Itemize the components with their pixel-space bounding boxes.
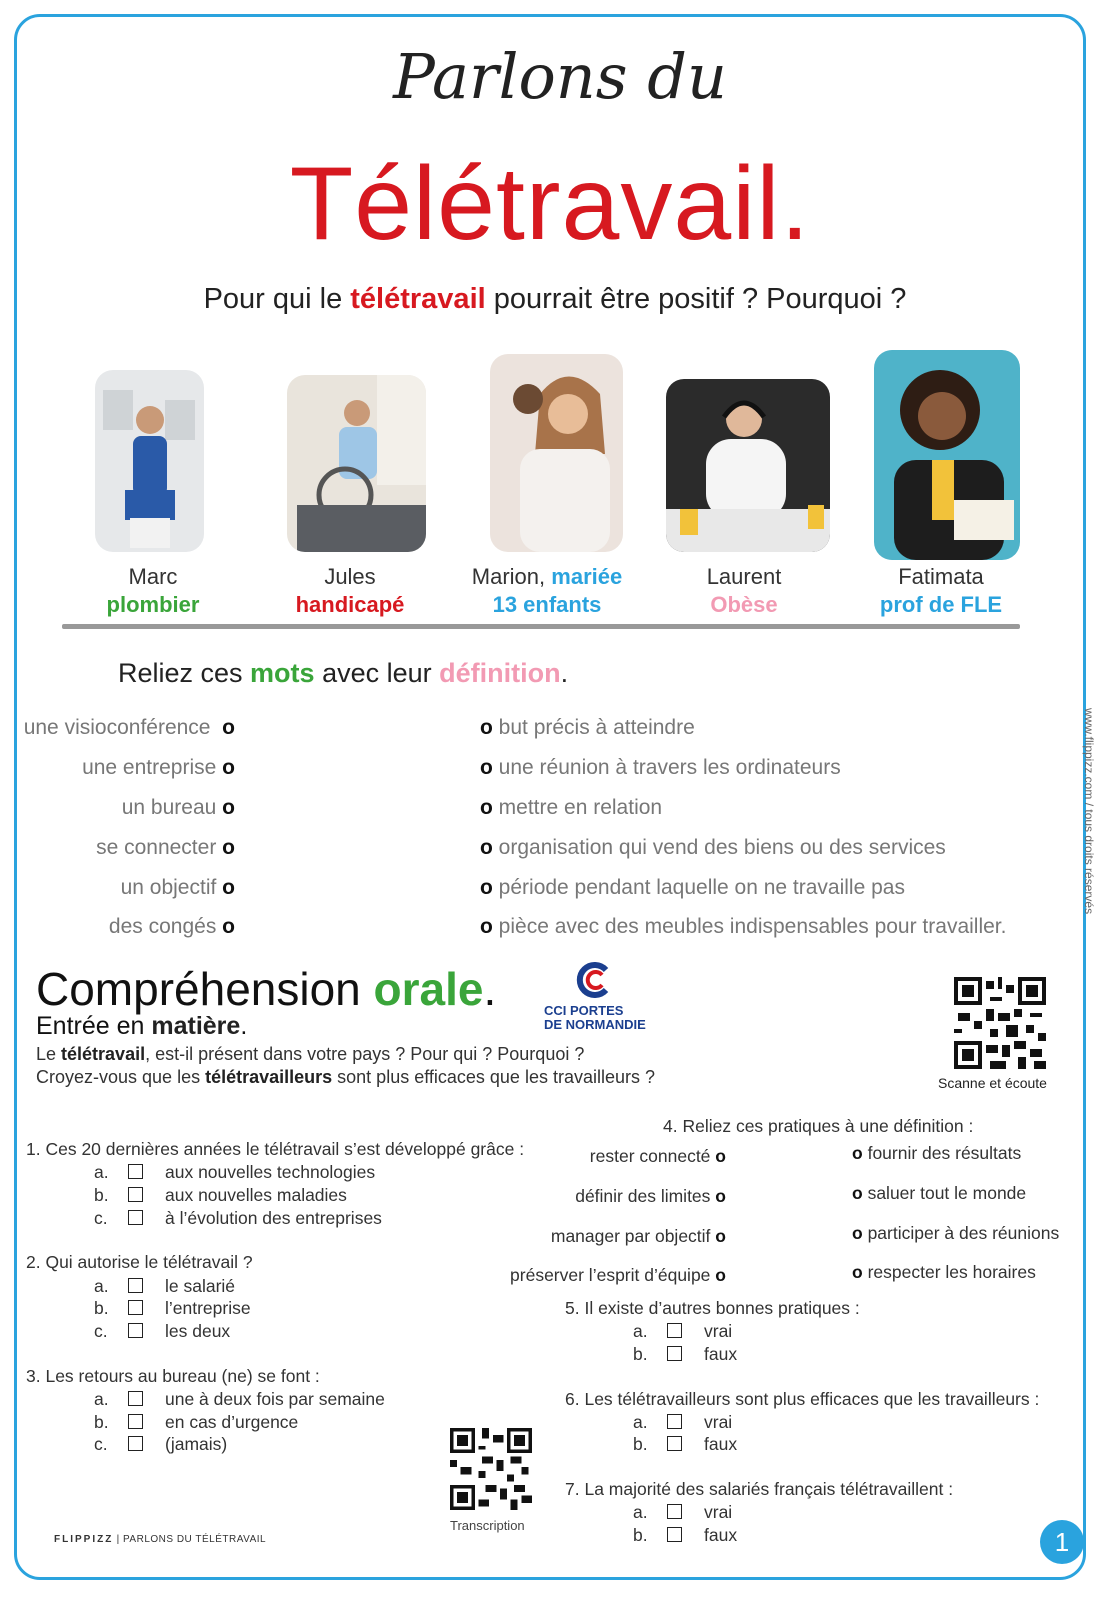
section-divider [62, 624, 1020, 629]
person-desc-jules: handicapé [295, 592, 405, 617]
checkbox[interactable] [128, 1323, 143, 1338]
definition-label: une réunion à travers les ordinateurs [498, 756, 841, 779]
q3-option-c[interactable] [94, 1434, 227, 1455]
match-right-item[interactable] [480, 915, 1006, 939]
checkbox[interactable] [667, 1346, 682, 1361]
photo-fatimata [874, 350, 1020, 560]
word-label: une visioconférence [23, 716, 211, 739]
q2-option-c[interactable] [94, 1321, 230, 1342]
match-left-item[interactable] [24, 716, 235, 740]
person-desc-marc: plombier [106, 592, 200, 617]
match-right-item[interactable] [480, 716, 695, 740]
practice-left-item[interactable] [590, 1146, 726, 1167]
cci-line-2: DE NORMANDIE [544, 1017, 646, 1032]
option-letter: a. [94, 1276, 109, 1296]
question-text: Pour qui le [203, 283, 351, 315]
match-dot[interactable]: o [480, 915, 493, 938]
match-heading-end: . [560, 658, 569, 688]
q7-option-a[interactable] [633, 1502, 732, 1523]
comp-heading-hl: orale [373, 963, 484, 1015]
match-dot[interactable]: o [480, 756, 493, 779]
intro2-post: sont plus efficaces que les travailleurs ? [332, 1067, 655, 1087]
option-label: faux [704, 1434, 738, 1454]
intro2-hl: télétravailleurs [205, 1067, 333, 1087]
q2-option-a[interactable] [94, 1276, 235, 1297]
photo-jules [287, 375, 426, 552]
page-number-badge: 1 [1040, 1520, 1084, 1564]
match-right-item[interactable] [480, 876, 905, 900]
q5-option-a[interactable] [633, 1321, 732, 1342]
word-label: une entreprise [82, 756, 217, 779]
checkbox[interactable] [128, 1164, 143, 1179]
copyright-side-text: www.flippizz.com / tous droits réservés [1082, 708, 1096, 915]
checkbox[interactable] [128, 1210, 143, 1225]
word-label: se connecter [96, 836, 217, 859]
footer-brand: FLIPPIZZ [54, 1534, 114, 1545]
match-left-item[interactable] [121, 876, 235, 900]
cci-line-1: CCI PORTES [544, 1003, 624, 1018]
option-label: aux nouvelles technologies [165, 1162, 376, 1182]
match-heading-mid: avec leur [314, 658, 440, 688]
option-letter: a. [633, 1321, 648, 1341]
practice-left-item[interactable] [510, 1265, 726, 1286]
option-label: aux nouvelles maladies [165, 1185, 347, 1205]
match-right-item[interactable] [480, 836, 946, 860]
question-7: 7. La majorité des salariés français télétravaillent : [565, 1479, 954, 1499]
q1-option-a[interactable] [94, 1162, 375, 1183]
q3-option-a[interactable] [94, 1389, 385, 1410]
option-letter: a. [94, 1162, 109, 1182]
cci-logo-text [544, 1004, 646, 1032]
practice-left-item[interactable] [551, 1226, 726, 1247]
match-right-item[interactable] [480, 756, 841, 780]
practice-def-label: participer à des réunions [867, 1223, 1060, 1243]
question-6: 6. Les télétravailleurs sont plus efficaces que les travailleurs : [565, 1389, 1040, 1409]
person-name-marc: Marc [128, 564, 178, 589]
person-name-marion [437, 564, 657, 590]
option-label: vrai [704, 1412, 733, 1432]
checkbox[interactable] [128, 1278, 143, 1293]
option-label: une à deux fois par semaine [165, 1389, 385, 1409]
option-label: faux [704, 1525, 738, 1545]
qr-code-audio[interactable] [954, 977, 1046, 1069]
match-dot[interactable]: o [222, 716, 235, 739]
entree-pre: Entrée en [36, 1012, 152, 1040]
match-dot[interactable]: o [715, 1226, 726, 1246]
match-heading [118, 658, 568, 689]
match-dot[interactable]: o [480, 836, 493, 859]
match-dot[interactable]: o [222, 836, 235, 859]
option-letter: a. [633, 1502, 648, 1522]
match-dot[interactable]: o [852, 1262, 863, 1282]
definition-label: mettre en relation [498, 796, 663, 819]
word-label: des congés [108, 915, 217, 938]
option-letter: b. [94, 1412, 109, 1432]
marion-status: mariée [551, 564, 623, 589]
match-heading-def: définition [439, 658, 561, 688]
question-4: 4. Reliez ces pratiques à une définition : [663, 1116, 974, 1136]
option-label: vrai [704, 1321, 733, 1341]
main-title: Télétravail. [289, 146, 811, 262]
person-name-laurent: Laurent [706, 564, 782, 589]
option-label: le salarié [165, 1276, 236, 1296]
match-left-item[interactable] [96, 836, 235, 860]
option-label: les deux [165, 1321, 231, 1341]
match-dot[interactable]: o [852, 1223, 863, 1243]
match-dot[interactable]: o [852, 1143, 863, 1163]
person-name-jules: Jules [324, 564, 376, 589]
checkbox[interactable] [667, 1436, 682, 1451]
qr-code-transcription[interactable] [450, 1428, 532, 1510]
option-letter: b. [94, 1298, 109, 1318]
intro2-pre: Croyez-vous que les [36, 1067, 206, 1087]
qr-caption-audio: Scanne et écoute [938, 1075, 1047, 1091]
question-2: 2. Qui autorise le télétravail ? [26, 1252, 253, 1272]
intro1-pre: Le [36, 1044, 62, 1064]
definition-label: période pendant laquelle on ne travaille pas [498, 876, 905, 899]
practice-right-item[interactable] [852, 1143, 1021, 1164]
match-dot[interactable]: o [222, 876, 235, 899]
intro-line-1 [36, 1044, 584, 1065]
checkbox[interactable] [128, 1391, 143, 1406]
option-label: en cas d’urgence [165, 1412, 299, 1432]
match-dot[interactable]: o [715, 1146, 726, 1166]
match-dot[interactable]: o [852, 1183, 863, 1203]
practice-label: rester connecté [589, 1146, 711, 1166]
entree-heading [36, 1012, 247, 1041]
script-title: Parlons du [393, 40, 727, 113]
option-label: faux [704, 1344, 738, 1364]
q6-option-a[interactable] [633, 1412, 732, 1433]
practice-right-item[interactable] [852, 1262, 1036, 1283]
person-desc-fatimata: prof de FLE [879, 592, 1003, 617]
checkbox[interactable] [128, 1414, 143, 1429]
word-label: un objectif [120, 876, 217, 899]
checkbox[interactable] [667, 1323, 682, 1338]
match-dot[interactable]: o [222, 796, 235, 819]
practice-right-item[interactable] [852, 1223, 1059, 1244]
person-desc-laurent: Obèse [710, 592, 778, 617]
question-highlight: télétravail [350, 283, 486, 315]
comprehension-heading [36, 962, 496, 1016]
intro1-post: , est-il présent dans votre pays ? Pour qui ? Pourquoi ? [145, 1044, 585, 1064]
definition-label: pièce avec des meubles indispensables pour travailler. [498, 915, 1007, 938]
practice-left-item[interactable] [575, 1186, 726, 1207]
person-desc-marion: 13 enfants [492, 592, 602, 617]
practice-label: manager par objectif [550, 1226, 711, 1246]
person-name-fatimata: Fatimata [898, 564, 984, 589]
definition-label: organisation qui vend des biens ou des services [498, 836, 946, 859]
option-letter: b. [633, 1344, 648, 1364]
marion-name: Marion, [471, 564, 552, 589]
footer-title: | PARLONS DU TÉLÉTRAVAIL [113, 1534, 267, 1545]
option-letter: a. [633, 1412, 648, 1432]
option-letter: c. [94, 1208, 108, 1228]
question-text-end: pourrait être positif ? Pourquoi ? [485, 283, 907, 315]
practice-right-item[interactable] [852, 1183, 1026, 1204]
option-label: à l’évolution des entreprises [165, 1208, 382, 1228]
photo-marion [490, 354, 623, 552]
comp-heading-end: . [483, 963, 497, 1015]
practice-def-label: saluer tout le monde [867, 1183, 1027, 1203]
cci-logo [576, 962, 612, 998]
practice-label: définir des limites [575, 1186, 711, 1206]
q5-option-b[interactable] [633, 1344, 737, 1365]
option-letter: a. [94, 1389, 109, 1409]
definition-label: but précis à atteindre [498, 716, 695, 739]
match-dot[interactable]: o [480, 796, 493, 819]
q1-option-c[interactable] [94, 1208, 382, 1229]
match-left-item[interactable] [109, 915, 235, 939]
question-1: 1. Ces 20 dernières années le télétravail s’est développé grâce : [26, 1139, 525, 1159]
match-right-item[interactable] [480, 796, 662, 820]
practice-label: préserver l’esprit d’équipe [510, 1265, 711, 1285]
photo-laurent [666, 379, 830, 552]
qr-caption-transcription: Transcription [450, 1518, 525, 1533]
option-letter: c. [94, 1321, 108, 1341]
match-dot[interactable]: o [715, 1186, 726, 1206]
footer [54, 1534, 266, 1545]
q1-option-b[interactable] [94, 1185, 347, 1206]
match-heading-mots: mots [250, 658, 315, 688]
option-label: vrai [704, 1502, 733, 1522]
checkbox[interactable] [128, 1300, 143, 1315]
checkbox[interactable] [667, 1414, 682, 1429]
checkbox[interactable] [128, 1436, 143, 1451]
question-3: 3. Les retours au bureau (ne) se font : [26, 1366, 320, 1386]
option-label: l’entreprise [165, 1298, 251, 1318]
match-dot[interactable]: o [222, 915, 235, 938]
match-dot[interactable]: o [480, 716, 493, 739]
match-heading-pre: Reliez ces [118, 658, 251, 688]
option-label: (jamais) [165, 1434, 228, 1454]
word-label: un bureau [121, 796, 217, 819]
entree-end: . [240, 1012, 248, 1040]
match-left-item[interactable] [122, 796, 235, 820]
q2-option-b[interactable] [94, 1298, 251, 1319]
practice-def-label: fournir des résultats [867, 1143, 1022, 1163]
intro1-hl: télétravail [61, 1044, 146, 1064]
intro-line-2 [36, 1067, 655, 1088]
practice-def-label: respecter les horaires [867, 1262, 1036, 1282]
comp-heading-pre: Compréhension [36, 963, 374, 1015]
option-letter: b. [633, 1434, 648, 1454]
match-left-item[interactable] [82, 756, 235, 780]
q7-option-b[interactable] [633, 1525, 737, 1546]
question-5: 5. Il existe d’autres bonnes pratiques : [565, 1298, 860, 1318]
match-dot[interactable]: o [480, 876, 493, 899]
checkbox[interactable] [667, 1527, 682, 1542]
intro-question [0, 283, 1110, 316]
match-dot[interactable]: o [715, 1265, 726, 1285]
match-dot[interactable]: o [222, 756, 235, 779]
photo-marc [95, 370, 204, 552]
option-letter: b. [633, 1525, 648, 1545]
entree-hl: matière [151, 1012, 241, 1040]
checkbox[interactable] [128, 1187, 143, 1202]
q3-option-b[interactable] [94, 1412, 298, 1433]
q6-option-b[interactable] [633, 1434, 737, 1455]
checkbox[interactable] [667, 1504, 682, 1519]
option-letter: b. [94, 1185, 109, 1205]
option-letter: c. [94, 1434, 108, 1454]
